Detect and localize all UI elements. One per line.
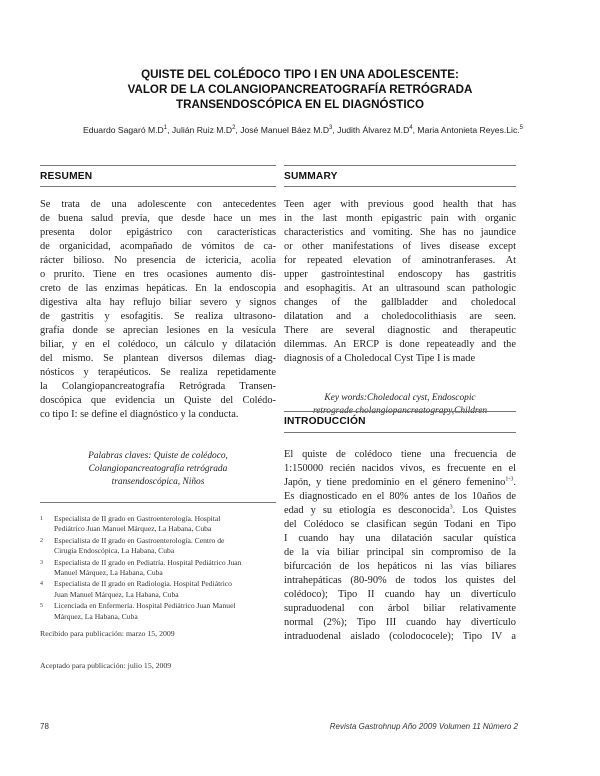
text-line: I cuando hay una dilatación sacular quística	[284, 533, 516, 544]
footnote-number: 4	[40, 581, 43, 588]
text-line: presenta dolor epigástrico con características	[40, 227, 276, 238]
section-rule	[284, 186, 516, 187]
text-line: doscópica que evidencia un Quiste del Colédo-	[40, 395, 276, 406]
footnote-number: 1	[40, 516, 43, 522]
text-line: rácter bilioso. No presencia de ictericia, acolia	[40, 255, 276, 266]
text-line: la Colangiopancreatografía Retrógrada Transen-	[40, 381, 276, 392]
text-line: o prurito. Tiene en tres ocasiones aumento dis-	[40, 269, 276, 280]
footnote	[40, 536, 276, 557]
keywords-line: Palabras claves: Quiste de colédoco,	[88, 451, 228, 461]
text-line: de organicidad, acompañado de vómitos de ca-	[40, 241, 276, 252]
footnote	[40, 579, 276, 600]
author-list: Eduardo Sagaró $M.D^1$, Julián Ruiz $M.D^2$, José Manuel Báez $M.D^3$, Judith Álvarez $M.D^4$, Maria Antonieta Reyes.Lic.$^5$	[83, 125, 523, 135]
title-line: VALOR DE LA COLANGIOPANCREATOGRAFÍA RETRÓGRADA	[127, 83, 473, 96]
page-number: 78	[40, 722, 49, 731]
text-line: There are several diagnostic and therapeutic	[284, 325, 516, 336]
text-line: normal (2%); Tipo III cuando hay divertículo	[284, 617, 516, 628]
text-line: Teen ager with previous good health that has	[284, 199, 516, 210]
footnote-line: Especialista de II grado en Radiología. Hospital Pediátrico	[54, 579, 232, 589]
text-line: characteristics and vomiting. She has no jaundice	[284, 227, 516, 238]
title-line: TRANSENDOSCÓPICA EN EL DIAGNÓSTICO	[176, 98, 424, 111]
footnote-line: Especialista de II grado en Pediatría. Hospital Pediátrico Juan	[54, 557, 242, 567]
footnote-number: 3	[40, 559, 43, 566]
footnote-rule	[40, 502, 276, 503]
text-line: changes of the gallbladder and choledocal	[284, 297, 516, 308]
text-line: del mismo. Se plantean diversos dilemas diag-	[40, 353, 276, 364]
keywords-line: retrograde cholangiopancreatograpy,Children	[312, 406, 488, 416]
text-line: bifurcación de los hepáticos ni las vías biliares	[284, 561, 516, 572]
text-line: or other manifestations of lives disease except	[284, 241, 516, 252]
author: Judith Álvarez $M.D^4$	[337, 125, 413, 135]
introduccion-heading: INTRODUCCIÓN	[284, 416, 366, 427]
keywords-line: Key words:Choledocal cyst, Endoscopic	[324, 393, 476, 403]
text-line: in the last month epigastric pain with organic	[284, 213, 516, 224]
text-line: supraduodenal con árbol biliar relativamente	[284, 603, 516, 614]
text-line: co tipo I: se define el diagnóstico y la conducta.	[40, 409, 239, 420]
accepted-date: Aceptado para publicación: julio 15, 2009	[40, 661, 172, 670]
text-line: upper gastrointestinal endoscopy has gastritis	[284, 269, 516, 280]
footnote-line: Juan Manuel Márquez, La Habana, Cuba	[54, 589, 179, 599]
text-line: biliar, y en el colédoco, un cálculo y dilatación	[40, 339, 276, 350]
footnote-line: Márquez, La Habana, Cuba	[54, 611, 138, 621]
received-date: Recibido para publicación: marzo 15, 2009	[40, 629, 175, 638]
author: Julián Ruiz $M.D^2$	[171, 125, 236, 135]
introduccion-body	[284, 448, 516, 644]
section-rule	[284, 411, 516, 412]
footnote-line: Pediátrico Juan Manuel Márquez, La Habana, Cuba	[54, 524, 212, 534]
title-line: QUISTE DEL COLÉDOCO TIPO I EN UNA ADOLESCENTE:	[141, 68, 459, 81]
footnote-line: Cirugía Endoscópica, La Habana, Cuba	[54, 546, 175, 556]
footnote-line: Licenciada en Enfermería. Hospital Pediátrico Juan Manuel	[54, 601, 236, 611]
text-line: de gastritis y esofagitis. Se realiza ultrasono-	[40, 311, 276, 322]
text-line: de buena salud previa, que desde hace un mes	[40, 213, 276, 224]
resumen-body	[40, 198, 276, 422]
footnote-line: Manuel Márquez, La Habana, Cuba	[54, 568, 163, 578]
text-line: colédoco); Tipo II cuando hay un divertículo	[284, 589, 516, 600]
section-rule	[40, 186, 276, 187]
text-line: diagnosis of a Choledocal Cyst Tipe I is made	[284, 353, 476, 364]
text-line: dilatation and a choledocolithiasis are seen.	[284, 311, 516, 322]
footnote-line: Especialista de II grado en Gastroenterología. Hospital	[54, 514, 221, 523]
text-line: intrahepáticas (80-90% de todos los quistes del	[284, 575, 516, 586]
summary-heading: SUMMARY	[284, 171, 338, 182]
section-rule	[40, 165, 276, 166]
text-line: creto de las enzimas hepáticas. En la endoscopia	[40, 283, 276, 294]
text-line: El quiste de colédoco tiene una frecuencia de	[284, 449, 516, 460]
footnote-number: 2	[40, 537, 43, 544]
section-rule	[284, 432, 516, 433]
summary-body	[284, 198, 516, 366]
text-line: Es diagnosticado en el 80% antes de los 10años de	[284, 491, 516, 502]
footnote	[40, 514, 276, 535]
section-rule	[284, 165, 516, 166]
resumen-keywords	[40, 450, 276, 489]
footnote	[40, 601, 276, 622]
text-line: digestiva alta hay reflujo biliar severo y signos	[40, 297, 276, 308]
text-line: for repeated elevation of aminotranferases. At	[284, 255, 516, 266]
article-title	[60, 67, 540, 112]
footnote-number: 5	[40, 603, 43, 610]
text-line: Se trata de una adolescente con antecedentes	[40, 199, 276, 210]
text-line: de la vía biliar principal sin compromiso de la	[284, 547, 516, 558]
footnote	[40, 558, 276, 579]
text-line: edad y su etiología es desconocida$^3$. Los Quistes	[284, 504, 516, 516]
footnotes	[40, 514, 276, 623]
author: Eduardo Sagaró $M.D^1$	[83, 125, 168, 135]
journal-footer: Revista Gastrohnup Año 2009 Volumen 11 Número 2	[329, 722, 518, 731]
footnote-line: Especialista de II grado en Gastroenterología. Centro de	[54, 535, 225, 545]
summary-keywords	[284, 392, 516, 418]
author: Maria Antonieta Reyes.Lic.$^5$	[417, 125, 523, 135]
keywords-line: transendoscópica, Niños	[111, 477, 205, 487]
text-line: and esophagitis. At an ultrasound scan pathologic	[284, 283, 516, 294]
text-line: grafía donde se aprecian lesiones en la vesícula	[40, 325, 276, 336]
text-line: Japón, y tiene predominio en el género femenino$^{1-3}$.	[284, 476, 516, 488]
text-line: intraduodenal aislado (colodococele); Tipo IV a	[284, 631, 516, 642]
text-line: nósticos y terapéuticos. Se realiza repetidamente	[40, 367, 276, 378]
text-line: del Colédoco se clasifican según Todani en Tipo	[284, 519, 516, 530]
keywords-line: Colangiopancreatografía retrógrada	[88, 464, 228, 474]
author: José Manuel Báez $M.D^3$	[240, 125, 333, 135]
resumen-heading: RESUMEN	[40, 171, 93, 182]
text-line: dilemmas. An ERCP is done repeateadly and the	[284, 339, 516, 350]
text-line: 1:150000 recién nacidos vivos, es frecuente en el	[284, 463, 516, 474]
